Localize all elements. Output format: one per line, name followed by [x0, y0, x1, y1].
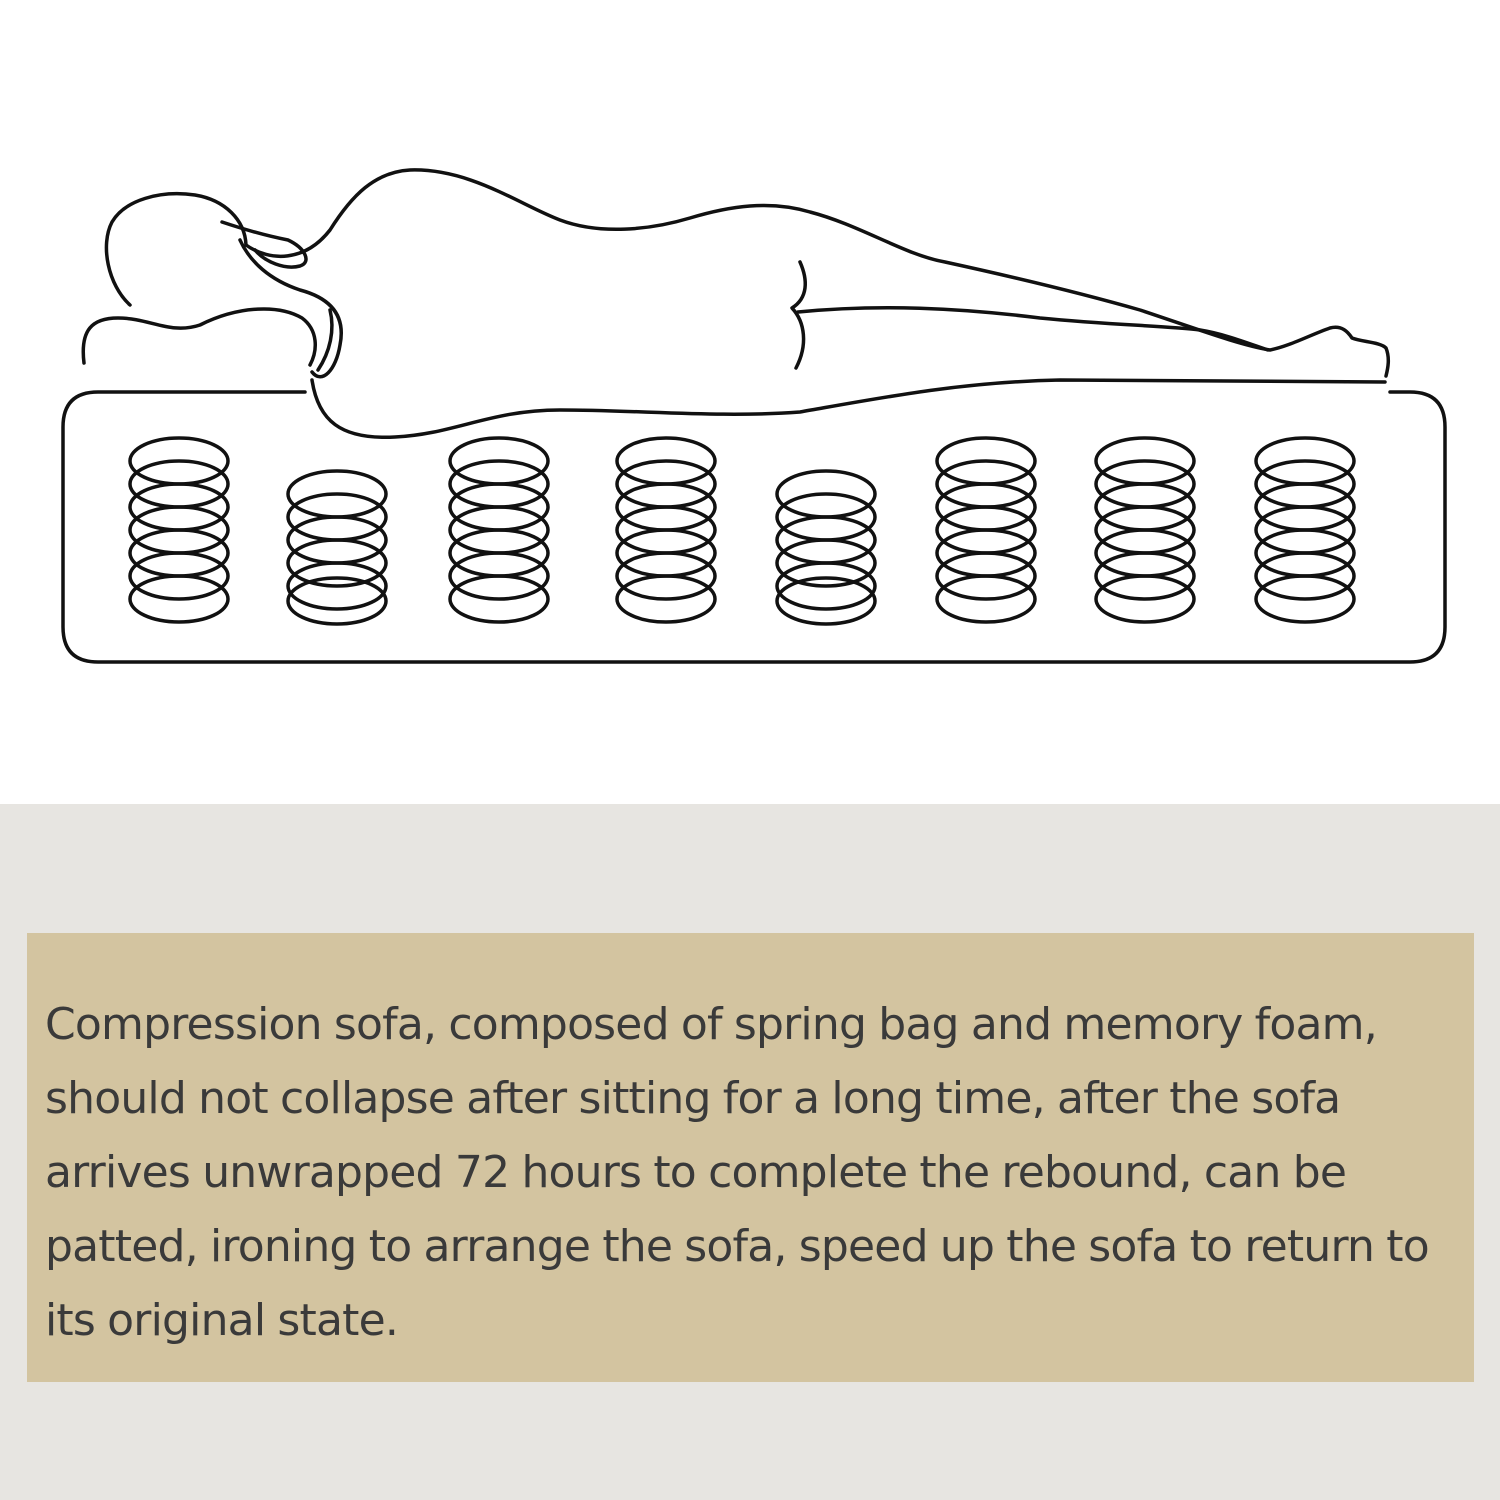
torso-lower-line: [318, 310, 332, 370]
spring-4: [617, 438, 715, 622]
spring-3: [450, 438, 548, 622]
spring-7: [1096, 438, 1194, 622]
spring-6: [937, 438, 1035, 622]
face-detail: [222, 222, 306, 267]
arm-outline: [792, 262, 805, 368]
spring-5: [777, 471, 875, 624]
description-panel: [27, 933, 1474, 1382]
mattress-outline: [63, 392, 1445, 662]
spring-2: [288, 471, 386, 624]
head-outline: [106, 194, 246, 305]
spring-8: [1256, 438, 1354, 622]
mattress-depression: [312, 380, 1385, 437]
pillow-outline: [83, 309, 315, 365]
body-top-contour: [246, 170, 1388, 376]
forearm-outline: [798, 308, 1268, 350]
spring-1: [130, 438, 228, 622]
description-text: Compression sofa, composed of spring bag and memory foam, should not collapse after sitting for a long time, after the sofa arrives unwrapped 72 hours to complete the rebound, can be patted, ironing to arrange the sofa, speed up the sofa to return to its original state.: [45, 999, 1429, 1346]
